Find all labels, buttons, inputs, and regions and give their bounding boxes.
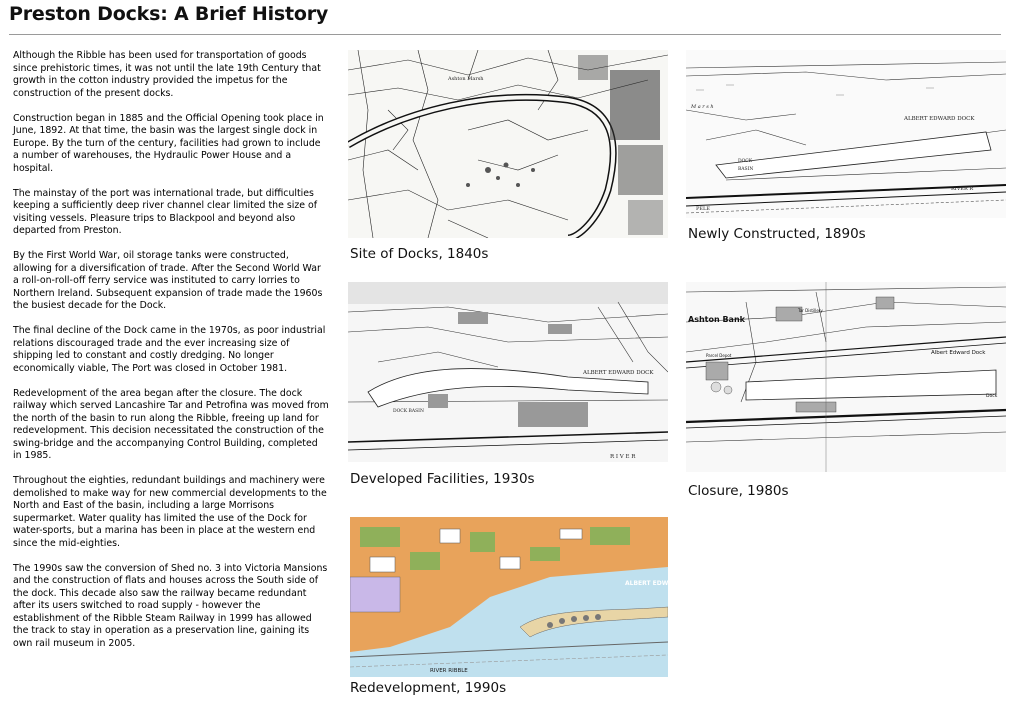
map-1890s-label-basin: BASIN bbox=[738, 167, 754, 172]
map-1980s-drawing bbox=[686, 282, 1006, 472]
map-1990s-label-dock: ALBERT EDW bbox=[625, 580, 668, 587]
map-1980s-label-tar: Tar Distillery bbox=[798, 308, 823, 313]
map-1840s-label: Ashton Marsh bbox=[448, 76, 484, 82]
map-1980s bbox=[686, 282, 1006, 472]
map-1840s-drawing bbox=[348, 50, 668, 238]
map-1930s-label-basin: DOCK BASIN bbox=[393, 409, 424, 414]
map-1890s-label-river: RIVER R bbox=[951, 186, 974, 192]
map-1980s-label-dock: Albert Edward Dock bbox=[931, 350, 986, 356]
history-text bbox=[13, 50, 329, 663]
caption-1980s: Closure, 1980s bbox=[688, 483, 789, 499]
caption-1840s: Site of Docks, 1840s bbox=[350, 246, 489, 262]
map-1930s-label-river: R I V E R bbox=[610, 454, 636, 460]
map-1890s-drawing bbox=[686, 50, 1006, 218]
map-1930s-drawing bbox=[348, 282, 668, 462]
paragraph-4: By the First World War, oil storage tanks were constructed, allowing for a diversification of trade. After the Second World War a roll-on-roll-off ferry service was instituted to carry lorries to Northern Ireland. Subsequent expansion of trade made the 1960s the busiest decade for the Dock. bbox=[13, 250, 323, 311]
title-divider bbox=[9, 34, 1001, 35]
paragraph-3: The mainstay of the port was international trade, but difficulties keeping a sufficiently deep river channel clear limited the size of visiting vessels. Pleasure trips to Blackpool and beyond also departed from Preston. bbox=[13, 187, 318, 236]
paragraph-8: The 1990s saw the conversion of Shed no. 3 into Victoria Mansions and the construction of flats and houses across the South side of the dock. This decade also saw the railway became redundant after its users switched to road supply - however the establishment of the Ribble Steam Railway in 1999 has allowed the track to stay in operation as a preservation line, gaining its own rail museum in 2005. bbox=[13, 562, 328, 649]
caption-1890s: Newly Constructed, 1890s bbox=[688, 226, 866, 242]
map-1990s bbox=[350, 517, 668, 677]
map-1890s-label-marsh: M a r s h bbox=[691, 104, 714, 110]
map-1990s-drawing bbox=[350, 517, 668, 677]
map-1840s bbox=[348, 50, 668, 238]
map-1990s-label-river: RIVER RIBBLE bbox=[430, 668, 468, 674]
map-1980s-label-dock2: Dock bbox=[986, 394, 998, 399]
map-1930s-label-dock: ALBERT EDWARD DOCK bbox=[583, 370, 654, 376]
map-1930s bbox=[348, 282, 668, 462]
caption-1930s: Developed Facilities, 1930s bbox=[350, 471, 535, 487]
page-title: Preston Docks: A Brief History bbox=[9, 3, 329, 25]
map-1890s-label-pele: PELE bbox=[696, 206, 710, 212]
map-1890s bbox=[686, 50, 1006, 218]
map-1980s-label-ashton: Ashton Bank bbox=[688, 315, 745, 324]
map-1980s-label-parcel: Parcel Depot bbox=[706, 353, 732, 358]
map-1890s-label-dock2: DOCK bbox=[738, 159, 753, 164]
paragraph-5: The final decline of the Dock came in the 1970s, as poor industrial relations discouraged trade and the ever increasing size of shipping led to constant and costly dredging. No longer economically viable, The Port was closed in October 1981. bbox=[13, 325, 326, 374]
paragraph-6: Redevelopment of the area began after the closure. The dock railway which served Lancashire Tar and Petrofina was moved from the north of the basin to run along the Ribble, freeing up land for redevelopment. This decision necessitated the construction of the swing-bridge and the accompanying Control Building, completed in 1985. bbox=[13, 387, 329, 461]
paragraph-1: Although the Ribble has been used for transportation of goods since prehistoric times, it was not until the late 19th Century that growth in the cotton industry provided the impetus for the construction of the present docks. bbox=[13, 50, 321, 99]
map-1890s-label-dock: ALBERT EDWARD DOCK bbox=[904, 116, 975, 122]
paragraph-2: Construction began in 1885 and the Official Opening took place in June, 1892. At that time, the basin was the largest single dock in Europe. By the turn of the century, facilities had grown to include a number of warehouses, the Hydraulic Power House and a hospital. bbox=[13, 112, 324, 174]
caption-1990s: Redevelopment, 1990s bbox=[350, 680, 507, 696]
paragraph-7: Throughout the eighties, redundant buildings and machinery were demolished to make way for new commercial developments to the North and East of the basin, including a large Morrisons supermarket. Water quality has limited the use of the Dock for water-sports, but a marina has been in place at the western end since the mid-eighties. bbox=[13, 475, 327, 549]
